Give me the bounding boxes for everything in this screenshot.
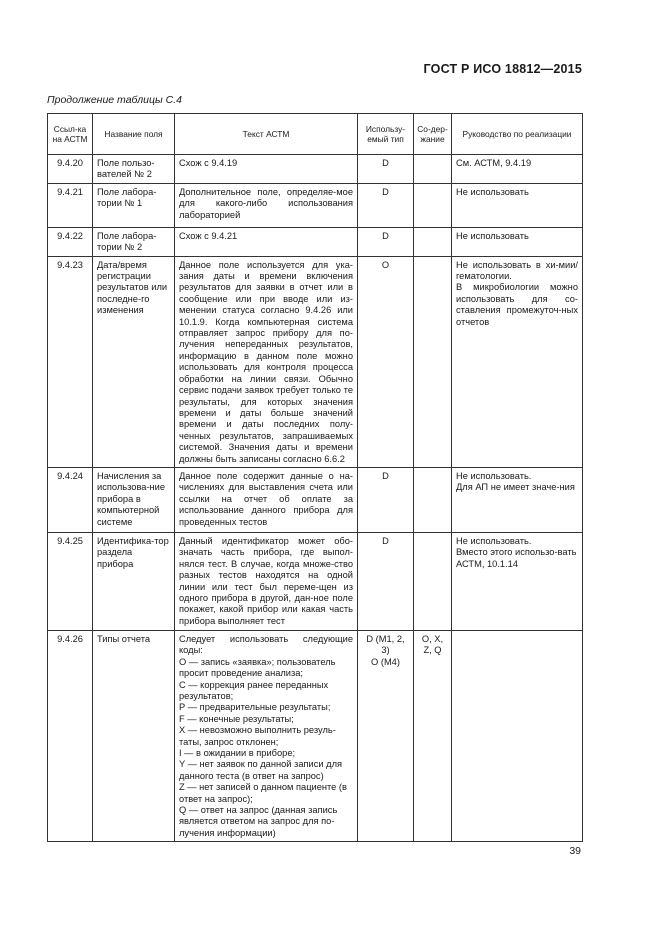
cell-guide: Не использовать	[452, 227, 583, 256]
column-header-ref: Ссыл-ка на АСТМ	[48, 114, 93, 155]
type-line: D (M1, 2, 3)	[366, 633, 405, 656]
cell-guide	[452, 467, 583, 532]
cell-used-type: D	[358, 467, 414, 532]
guide-line: В микробиологии можно использовать для со-ставления промежуточ-ных отчетов	[456, 282, 578, 327]
table-row	[48, 183, 583, 227]
cell-used-type: O	[358, 256, 414, 467]
cell-astm-text: Схож с 9.4.19	[175, 155, 358, 184]
cell-content	[414, 630, 452, 841]
table-caption: Продолжение таблицы С.4	[47, 94, 182, 106]
cell-ref: 9.4.23	[48, 256, 93, 467]
guide-line: Не использовать.	[456, 535, 532, 546]
table-row	[48, 467, 583, 532]
cell-field-name: Идентифика-тор раздела прибора	[93, 532, 175, 630]
cell-field-name: Типы отчета	[93, 630, 175, 841]
cell-content	[414, 467, 452, 532]
table-row	[48, 155, 583, 184]
table-row	[48, 532, 583, 630]
cell-astm-text: Данное поле используется для ука-зания даты и времени включения результатов для заявки в отчет или в сообщение или при вводе или из-менении статуса согласно 9.4.26 или 10.1.9. Когда компьютерная система отправляет запрос прибору для по-лучения непереданных результатов, информацию в данном поле можно использовать для контроля процесса обработки на линии связи. Обычно сервис подачи заявок требует только те результаты, для которых значения времени и даты больше значений времени и даты последних полу-ченных результатов, запрашиваемых системой. Значения даты и времени должны быть записаны согласно 6.6.2	[175, 256, 358, 467]
code-line: О — запись «заявка»; пользователь просит проведение анализа;	[179, 656, 336, 679]
code-line: Р — предварительные результаты;	[179, 702, 331, 713]
type-line: O (M4)	[371, 656, 400, 667]
table-row	[48, 630, 583, 841]
code-line: Х — невозможно выполнить резуль-таты, запрос отклонен;	[179, 725, 336, 747]
code-line: I — в ожидании в приборе;	[179, 748, 296, 758]
column-header-field-name: Название поля	[93, 114, 175, 155]
cell-content	[414, 227, 452, 256]
code-line: F — конечные результаты;	[179, 713, 294, 724]
content-line: O, X,	[421, 633, 444, 644]
code-line: Q — ответ на запрос (данная запись является ответом на запрос для по-лучения информации)	[179, 805, 338, 838]
astm-field-table	[47, 113, 583, 842]
column-header-used-type: Использу-емый тип	[358, 114, 414, 155]
column-header-astm-text: Текст АСТМ	[175, 114, 358, 155]
cell-field-name: Поле лабора-тории № 2	[93, 227, 175, 256]
cell-guide	[452, 532, 583, 630]
code-line: Следует использовать следующие коды:	[179, 633, 353, 656]
document-header-title: ГОСТ Р ИСО 18812—2015	[423, 62, 582, 76]
guide-line: Не использовать.	[456, 470, 532, 481]
guide-line: Не использовать в хи-мии/гематологии.	[456, 259, 578, 282]
cell-used-type	[358, 630, 414, 841]
column-header-content: Со-дер-жание	[414, 114, 452, 155]
cell-ref: 9.4.24	[48, 467, 93, 532]
cell-guide	[452, 630, 583, 841]
column-header-guide: Руководство по реализации	[452, 114, 583, 155]
code-line: С — коррекция ранее переданных результатов;	[179, 679, 329, 701]
cell-used-type: D	[358, 532, 414, 630]
cell-field-name: Дата/время регистрации результатов или последне-го изменения	[93, 256, 175, 467]
cell-content	[414, 183, 452, 227]
table-row	[48, 256, 583, 467]
cell-ref: 9.4.21	[48, 183, 93, 227]
table-row	[48, 227, 583, 256]
cell-content	[414, 532, 452, 630]
cell-content	[414, 256, 452, 467]
table-header-row	[48, 114, 583, 155]
cell-astm-text	[175, 630, 358, 841]
code-line: Y — нет заявок по данной записи для данного теста (в ответ на запрос)	[179, 759, 343, 781]
cell-ref: 9.4.26	[48, 630, 93, 841]
cell-ref: 9.4.25	[48, 532, 93, 630]
cell-guide	[452, 256, 583, 467]
cell-astm-text: Данный идентификатор может обо-значать часть прибора, где выпол-нялся тест. В случае, когда множе-ство разных тестов находятся на одной линии или тест был переме-щен из одного прибора в другой, дан-ное поле покажет, какой прибор или какая часть прибора выполняет тест	[175, 532, 358, 630]
content-line: Z, Q	[423, 645, 442, 656]
cell-used-type: D	[358, 155, 414, 184]
cell-ref: 9.4.22	[48, 227, 93, 256]
cell-astm-text: Дополнительное поле, определяе-мое для какого-либо использования лабораторией	[175, 183, 358, 227]
cell-field-name: Начисления за использова-ние прибора в компьютерной системе	[93, 467, 175, 532]
cell-astm-text: Схож с 9.4.21	[175, 227, 358, 256]
cell-field-name: Поле пользо-вателей № 2	[93, 155, 175, 184]
cell-content	[414, 155, 452, 184]
cell-guide: См. АСТМ, 9.4.19	[452, 155, 583, 184]
cell-used-type: D	[358, 227, 414, 256]
code-line: Z — нет записей о данном пациенте (в ответ на запрос);	[179, 782, 347, 804]
page-number: 39	[569, 845, 581, 857]
guide-line: Вместо этого использо-вать АСТМ, 10.1.14	[456, 547, 577, 569]
cell-ref: 9.4.20	[48, 155, 93, 184]
cell-field-name: Поле лабора-тории № 1	[93, 183, 175, 227]
cell-astm-text: Данное поле содержит данные о на-числениях для выставления счета или ссылки на отчет об оплате за использование данного прибора для проведенных тестов	[175, 467, 358, 532]
cell-guide: Не использовать	[452, 183, 583, 227]
cell-used-type: D	[358, 183, 414, 227]
guide-line: Для АП не имеет значе-ния	[456, 482, 575, 493]
